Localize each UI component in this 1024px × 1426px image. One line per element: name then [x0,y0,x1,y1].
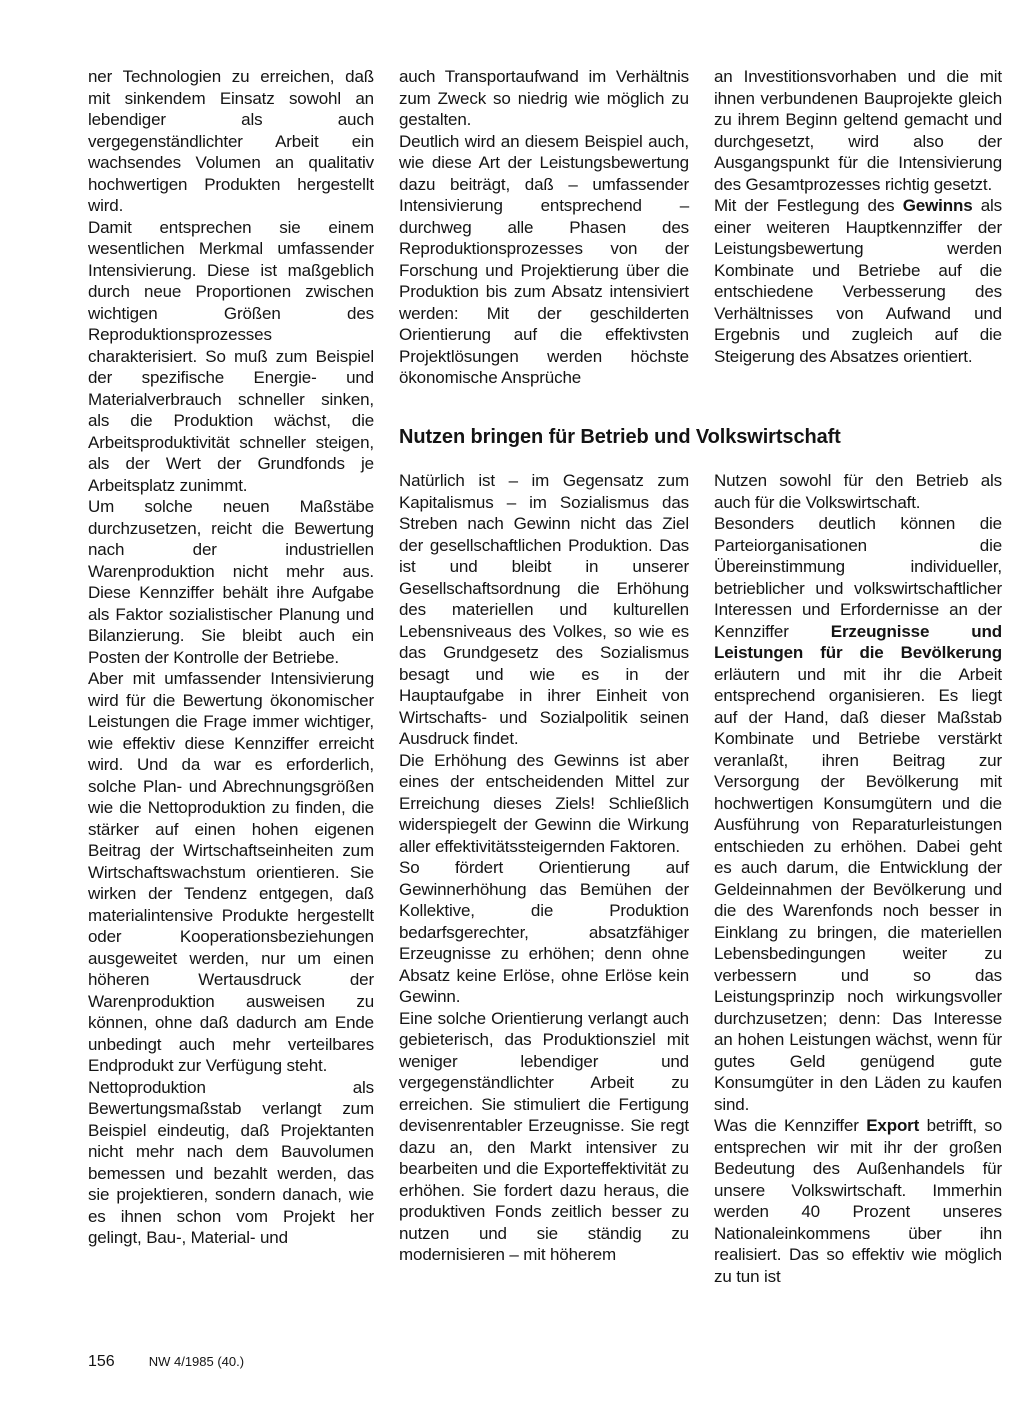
paragraph: Damit entsprechen sie einem wesentlichen Merkmal umfassender Intensivierung. Diese ist maßgeblich durch neue Proportionen zwischen wichtigen Größen des Reproduktionsprozesses charakterisiert. So muß zum Beispiel der spezifische Energie- und Materialverbrauch schneller sinken, als die Produktion wächst, die Arbeitsproduktivität schneller steigen, als der Wert der Grundfonds je Arbeitsplatz zunimmt. [88,217,374,495]
bold-term: Erzeugnisse und Leistungen für die Bevölkerung [714,621,1002,662]
paragraph: Deutlich wird an diesem Beispiel auch, wie diese Art der Leistungsbewertung dazu beiträgt, daß – umfassender Intensivierung entsprechend – durchweg alle Phasen des Reproduktionsprozesses von der Forschung und Projektierung über die Produktion bis zum Absatz intensiviert werden: Mit der geschilderten Orientierung auf die effektivsten Projektlösungen werden höchste ökonomische Ansprüche [399,131,689,387]
text-run: betrifft, so entsprechen wir mit ihr der großen Bedeutung des Außenhandels für unsere Volkswirtschaft. Immerhin werden 40 Prozent unseres Nationaleinkommens über ihn realisiert. Das so effektiv wie möglich zu tun ist [714,1116,1003,1286]
text-column-2 [399,66,689,389]
paragraph: Nutzen sowohl für den Betrieb als auch für die Volkswirtschaft. [714,471,1002,512]
page-number: 156 [88,1353,115,1370]
text-column-5 [714,470,1002,1287]
paragraph: Nettoproduktion als Bewertungsmaßstab verlangt zum Beispiel eindeutig, daß Projektanten nicht mehr nach dem Bauvolumen bemessen und bezahlt werden, das sie projektieren, sondern danach, wie es ihnen schon vom Projekt her gelingt, Bau-, Material- und [88,1077,374,1247]
source-reference: NW 4/1985 (40.) [148,1354,245,1369]
text-run: Besonders deutlich können die Parteiorganisationen die Übereinstimmung individueller, betrieblicher und volkswirtschaftlicher Interessen und Erfordernisse an der Kennziffer [714,514,1002,641]
paragraph: Eine solche Orientierung verlangt auch gebieterisch, das Produktionsziel mit weniger lebendiger und vergegenständlichter Arbeit zu erreichen. Sie stimuliert die Fertigung devisenrentabler Erzeugnisse. Sie regt dazu an, den Markt intensiver zu bearbeiten und die Exporteffektivität zu erhöhen. Sie fordert dazu heraus, die produktiven Fonds zeitlich besser zu nutzen und sie ständig zu modernisieren – mit höherem [399,1008,689,1264]
text-column-4 [399,470,689,1266]
text-run: Was die Kennziffer [714,1116,867,1135]
paragraph: Die Erhöhung des Gewinns ist aber eines der entscheidenden Mittel zur Erreichung dieses Ziels! Schließlich widerspiegelt der Gewinn die Wirkung aller effektivitätssteigernden Faktoren. [399,750,689,856]
text-column-3 [714,66,1002,367]
text-run: als einer weiteren Hauptkennziffer der Leistungsbewertung werden Kombinate und Betriebe auf die entschiedene Verbesserung des Verhältnisses von Aufwand und Ergebnis und zugleich auf die Steigerung des Absatzes orientiert. [714,196,1002,366]
text-run: Mit der Festlegung des [714,196,903,215]
paragraph: Um solche neuen Maßstäbe durchzusetzen, reicht die Bewertung nach der industriellen Warenproduktion nicht mehr aus. Diese Kennziffer behält ihre Aufgabe als Faktor sozialistischer Planung und Bilanzierung. Sie bleibt auch ein Posten der Kontrolle der Betriebe. [88,497,374,667]
page-footer [88,1352,488,1372]
text-run: erläutern und mit ihr die Arbeit entsprechend organisieren. Es liegt auf der Hand, daß dieser Maßstab Kombinate und Betriebe verstärkt veranlaßt, ihren Beitrag zur Versorgung der Bevölkerung mit hochwertigen Konsumgütern und die Ausführung von Reparaturleistungen entschieden zu erhöhen. Dabei geht es auch darum, die Entwicklung der Geldeinnahmen der Bevölkerung und die des Warenfonds noch besser in Einklang zu bringen, die materiellen Lebensbedingungen weiter zu verbessern und so das Leistungsprinzip noch wirkungsvoller durchzusetzen; denn: Das Interesse an hohen Leistungen wächst, wenn für gutes Geld genügend gute Konsumgüter in den Läden zu kaufen sind. [714,664,1002,1114]
bold-term: Export [866,1116,920,1135]
paragraph: ner Technologien zu erreichen, daß mit sinkendem Einsatz sowohl an lebendiger als auch vergegenständlichter Arbeit ein wachsendes Volumen an qualitativ hochwertigen Produkten hergestellt wird. [88,67,374,215]
paragraph [714,1115,1002,1287]
paragraph [714,513,1002,1115]
paragraph [714,195,1002,367]
section-heading: Nutzen bringen für Betrieb und Volkswirtschaft [399,426,841,448]
bold-term: Gewinns [902,196,973,215]
paragraph: Natürlich ist – im Gegensatz zum Kapitalismus – im Sozialismus das Streben nach Gewinn nicht das Ziel der gesellschaftlichen Produktion. Das ist und bleibt in unserer Gesellschaftsordnung die Erhöhung des materiellen und kulturellen Lebensniveaus des Volkes, so wie es das Grundgesetz des Sozialismus besagt und wie es in der Hauptaufgabe in ihrer Einheit von Wirtschafts- und Sozialpolitik seinen Ausdruck findet. [399,471,689,748]
paragraph: an Investitionsvorhaben und die mit ihnen verbundenen Bauprojekte gleich zu ihrem Beginn geltend gemacht und durchgesetzt, wird also der Ausgangspunkt für die Intensivierung des Gesamtprozesses richtig gesetzt. [714,67,1002,194]
paragraph: So fördert Orientierung auf Gewinnerhöhung das Bemühen der Kollektive, die Produktion bedarfsgerechter, absatzfähiger Erzeugnisse zu erhöhen; denn ohne Absatz keine Erlöse, ohne Erlöse kein Gewinn. [399,858,689,1006]
text-column-1 [88,66,374,1249]
paragraph: auch Transportaufwand im Verhältnis zum Zweck so niedrig wie möglich zu gestalten. [399,67,689,129]
paragraph: Aber mit umfassender Intensivierung wird für die Bewertung ökonomischer Leistungen die Frage immer wichtiger, wie effektiv diese Kennziffer erreicht wird. Und da war es erforderlich, solche Plan- und Abrechnungsgrößen wie die Nettoproduktion zu finden, die stärker auf einen hohen eigenen Beitrag der Wirtschaftseinheiten zum Wirtschaftswachstum orientieren. Sie wirken der Tendenz entgegen, daß materialintensive Produkte hergestellt oder Kooperationsbeziehungen ausgeweitet werden, nur um einen höheren Wertausdruck der Warenproduktion ausweisen zu können, ohne daß dadurch am Ende unbedingt auch mehr verteilbares Endprodukt zur Verfügung steht. [88,669,374,1075]
